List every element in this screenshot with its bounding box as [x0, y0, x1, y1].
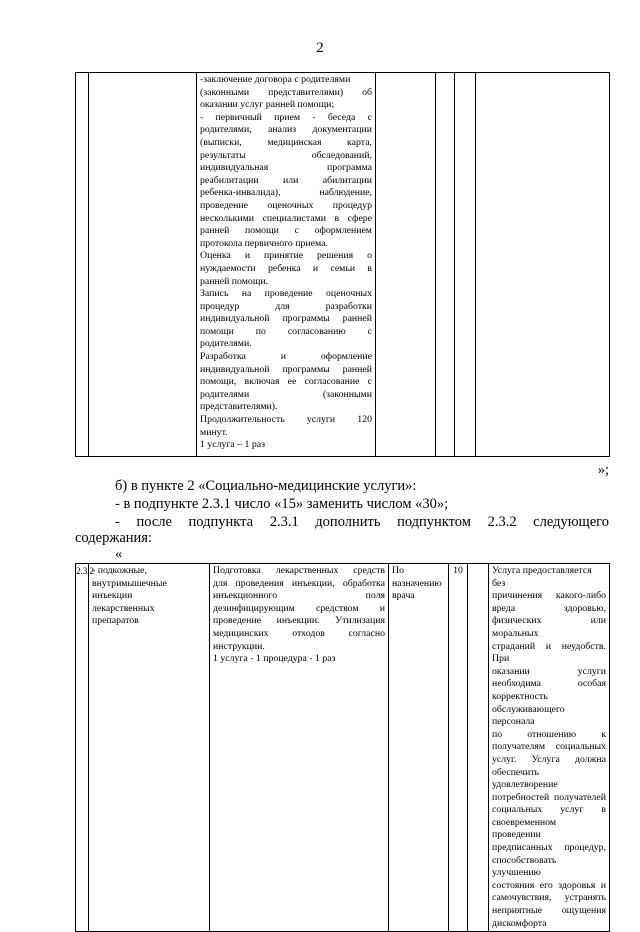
text-line: самочувствия, устранять — [492, 892, 606, 904]
text-line: -заключение договора с родителями — [200, 74, 351, 85]
text-line: процедур для разработки — [200, 300, 372, 312]
text-line: обслуживающего персонала — [492, 703, 565, 728]
text-line: дискомфорта — [492, 917, 547, 929]
text-line: протокола первичного приема. — [200, 237, 328, 249]
opening-quote: « — [115, 546, 123, 562]
text-line: оказании услуги — [492, 665, 606, 677]
text-line: 1 услуга – 1 раз — [200, 439, 266, 451]
closing-quote: »; — [597, 462, 609, 478]
service-description-cell — [210, 564, 389, 932]
new-subitem-table — [75, 563, 610, 932]
provider-cell — [376, 73, 436, 457]
amendment-line-2: - после подпункта 2.3.1 дополнить подпунктом 2.3.2 следующего — [115, 514, 609, 530]
text-line: Подготовка лекарственных средств — [213, 565, 385, 576]
text-line: дезинфицирующим средством и — [213, 602, 385, 614]
text-line: помощи, включая ее согласование с — [200, 376, 372, 388]
text-line: необходима особая — [492, 678, 606, 690]
text-line: состояния его здоровья и — [492, 879, 606, 891]
text-line: (выписки, медицинская карта, — [200, 136, 372, 148]
code-cell — [76, 73, 89, 457]
text-line: 1 услуга - 1 процедура - 1 раз — [213, 653, 336, 665]
text-line: ребенка-инвалида), наблюдение, — [200, 187, 372, 199]
text-line: социальных услуг в — [492, 804, 606, 816]
provider-cell — [389, 564, 449, 932]
name-cell — [89, 73, 197, 457]
text-line: проведение оценочных процедур — [200, 199, 372, 211]
text-line: (законными представителями) об — [200, 86, 372, 98]
extra-cell — [468, 564, 489, 932]
text-line: минут. — [200, 426, 228, 438]
text-line: несколькими специалистами в сфере — [200, 212, 372, 224]
text-line: предписанных процедур, — [492, 842, 606, 854]
text-line: лекарственных — [92, 602, 155, 614]
name-cell — [89, 564, 210, 932]
text-line: Продолжительность услуги 120 — [200, 414, 372, 426]
text-line: потребностей получателей — [492, 791, 606, 803]
text-line: родителями (законными — [200, 388, 372, 400]
text-line: реабилитации или абилитации — [200, 174, 372, 186]
text-line: помощи по согласованию с — [200, 325, 372, 337]
text-line: корректность — [492, 690, 548, 702]
text-line: своевременном проведении — [492, 816, 557, 841]
text-line: - первичный прием - беседа с — [200, 111, 372, 123]
text-line: родителями. — [200, 338, 252, 350]
conditions-cell — [489, 564, 610, 932]
text-line: Оценка и принятие решения о — [200, 250, 372, 262]
rate-cell — [449, 564, 468, 932]
text-line: для проведения инъекции, обработка — [213, 577, 385, 589]
provider — [392, 565, 445, 603]
extra-cell — [455, 73, 476, 457]
subitem-code: 2.3.2 — [76, 566, 94, 576]
rate-value: 10 — [453, 565, 463, 576]
text-line: инъекции — [92, 590, 133, 602]
text-line: физических или моральных — [492, 615, 606, 639]
text-line: индивидуальной программы ранней — [200, 313, 372, 325]
conditions-cell — [476, 73, 610, 457]
text-line: проведение инъекции. Утилизация — [213, 615, 385, 627]
text-line: по отношению к — [492, 728, 606, 740]
text-line: неприятные ощущения — [492, 905, 606, 917]
text-line: По — [392, 565, 404, 576]
text-line: обеспечить удовлетворение — [492, 766, 558, 791]
text-line: вреда здоровью, — [492, 602, 606, 614]
text-line: нуждаемости ребенка и семьи в — [200, 262, 372, 274]
text-line: Услуга предоставляется без — [492, 565, 592, 589]
text-line: способствовать улучшению — [492, 854, 557, 879]
text-line: инъекционного поля — [213, 590, 385, 602]
text-line: индивидуальной программы ранней — [200, 363, 372, 375]
text-line: Разработка и оформление — [200, 351, 372, 363]
text-line: внутримышечные — [92, 577, 167, 589]
service-description — [200, 74, 372, 452]
text-line: результаты обследований, — [200, 149, 372, 161]
text-line: назначению — [392, 577, 442, 589]
text-line: получателям социальных — [492, 741, 606, 753]
service-name — [92, 565, 206, 628]
service-conditions — [492, 565, 606, 930]
text-line: услуг. Услуга должна — [492, 753, 606, 765]
text-line: ранней помощи. — [200, 275, 269, 287]
service-description-cell — [197, 73, 376, 457]
text-line: родителями, анализ документации — [200, 124, 372, 136]
amendment-line-b: б) в пункте 2 «Социально-медицинские услуги»: — [115, 478, 417, 494]
text-line: препаратов — [92, 615, 139, 627]
service-description — [213, 565, 385, 666]
text-line: страданий и неудобств. При — [492, 640, 606, 665]
text-line: представителями). — [200, 401, 278, 413]
amendment-line-3: содержания: — [75, 530, 153, 546]
text-line: причинения какого-либо — [492, 590, 606, 602]
text-line: медицинских отходов согласно — [213, 627, 385, 639]
amendment-line-1: - в подпункте 2.3.1 число «15» заменить числом «30»; — [115, 496, 449, 512]
text-line: врача — [392, 590, 415, 602]
text-line: ранней помощи с оформлением — [200, 225, 372, 237]
table-row — [76, 564, 610, 932]
rate-cell — [436, 73, 455, 457]
text-line: Запись на проведение оценочных — [200, 288, 372, 300]
text-line: - подкожные, — [92, 565, 147, 576]
text-line: индивидуальная программа — [200, 162, 372, 174]
text-line: оказании услуг ранней помощи; — [200, 99, 335, 111]
page-number: 2 — [316, 40, 324, 56]
code-cell — [76, 564, 94, 932]
table-row — [76, 73, 610, 457]
services-table-continuation — [75, 72, 610, 457]
text-line: инструкции. — [213, 640, 265, 652]
